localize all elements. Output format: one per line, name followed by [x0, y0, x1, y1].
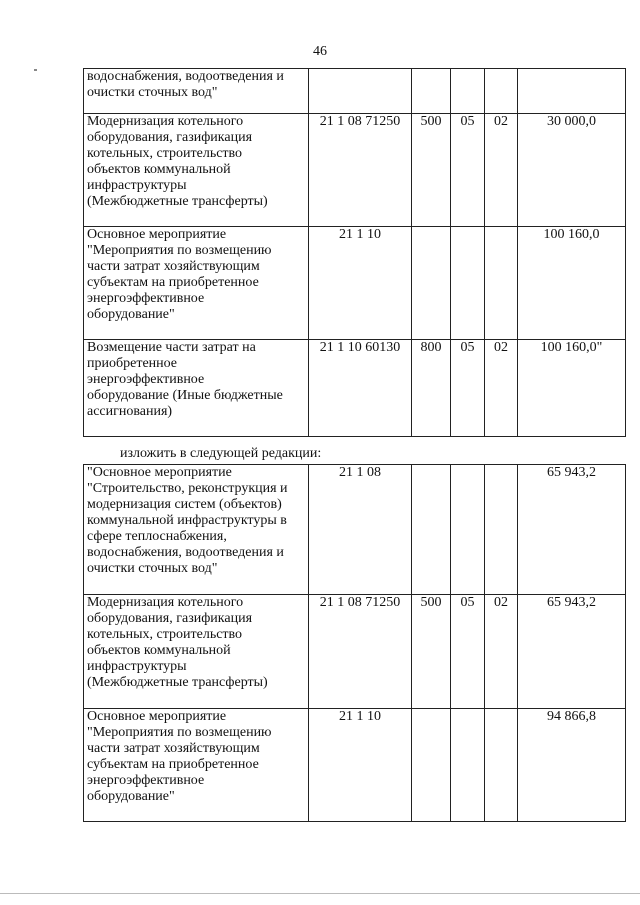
row-amount: 100 160,0	[543, 227, 600, 242]
page-number: 46	[313, 44, 327, 59]
row-name-cell	[84, 227, 309, 340]
table-row	[84, 114, 626, 227]
row-pr-cell	[485, 114, 518, 227]
row-name-cell	[84, 114, 309, 227]
row-vr-cell	[412, 340, 451, 437]
row-rz-cell	[451, 465, 485, 595]
row-name-cell	[84, 465, 309, 595]
row-amount-cell	[518, 465, 626, 595]
row-code-cell	[309, 709, 412, 822]
row-code-cell	[309, 340, 412, 437]
row-pr: 02	[494, 114, 508, 129]
row-name: Модернизация котельного оборудования, газификация котельных, строительство объектов коммунальной инфраструктуры (Межбюджетные трансферты)	[87, 595, 268, 690]
row-rz-cell	[451, 340, 485, 437]
row-pr: 02	[494, 595, 508, 610]
row-amount: 30 000,0	[547, 114, 596, 129]
row-rz: 05	[460, 340, 475, 355]
row-vr-cell	[412, 465, 451, 595]
row-rz-cell	[451, 69, 485, 114]
row-name: Основное мероприятие "Мероприятия по возмещению части затрат хозяйствующим субъектам на приобретенное энергоэффективное оборудование"	[87, 709, 272, 804]
row-amount-cell	[518, 709, 626, 822]
row-name: Модернизация котельного оборудования, газификация котельных, строительство объектов коммунальной инфраструктуры (Межбюджетные трансферты)	[87, 114, 268, 209]
row-name-cell	[84, 709, 309, 822]
row-name: Возмещение части затрат на приобретенное энергоэффективное оборудование (Иные бюджетные ассигнования)	[87, 340, 283, 419]
row-amount: 100 160,0"	[540, 340, 603, 355]
row-rz: 05	[460, 114, 475, 129]
row-code-cell	[309, 595, 412, 709]
row-vr-cell	[412, 114, 451, 227]
row-rz-cell	[451, 227, 485, 340]
row-amount-cell	[518, 69, 626, 114]
table-row	[84, 595, 626, 709]
row-code: 21 1 08 71250	[319, 114, 401, 129]
row-rz-cell	[451, 595, 485, 709]
row-pr-cell	[485, 709, 518, 822]
row-vr: 500	[420, 114, 442, 129]
row-rz: 05	[460, 595, 475, 610]
budget-table-before	[83, 68, 626, 437]
row-rz-cell	[451, 114, 485, 227]
row-vr-cell	[412, 709, 451, 822]
row-amount-cell	[518, 114, 626, 227]
row-amount-cell	[518, 340, 626, 437]
row-name-cell	[84, 340, 309, 437]
row-code: 21 1 08 71250	[319, 595, 401, 610]
row-vr-cell	[412, 595, 451, 709]
row-vr: 800	[420, 340, 442, 355]
row-pr-cell	[485, 465, 518, 595]
row-amount-cell	[518, 595, 626, 709]
table-row	[84, 69, 626, 114]
row-amount: 65 943,2	[547, 595, 596, 610]
row-code: 21 1 08	[339, 465, 381, 480]
table-row	[84, 340, 626, 437]
row-amount: 65 943,2	[547, 465, 596, 480]
row-name: водоснабжения, водоотведения и очистки сточных вод"	[87, 69, 284, 100]
row-pr-cell	[485, 227, 518, 340]
table-row	[84, 465, 626, 595]
row-code-cell	[309, 69, 412, 114]
row-rz-cell	[451, 709, 485, 822]
row-amount: 94 866,8	[547, 709, 596, 724]
row-name-cell	[84, 69, 309, 114]
row-vr-cell	[412, 227, 451, 340]
row-name: Основное мероприятие "Мероприятия по возмещению части затрат хозяйствующим субъектам на приобретенное энергоэффективное оборудование"	[87, 227, 272, 322]
table-row	[84, 709, 626, 822]
row-amount-cell	[518, 227, 626, 340]
row-code-cell	[309, 114, 412, 227]
row-code: 21 1 10	[339, 227, 381, 242]
instruction-text: изложить в следующей редакции:	[120, 446, 322, 461]
budget-table-after	[83, 464, 626, 822]
row-name: "Основное мероприятие "Строительство, реконструкция и модернизация систем (объектов) коммунальной инфраструктуры в сфере теплоснабжения, водоснабжения, водоотведения и очистки сточных вод"	[87, 465, 288, 576]
row-code: 21 1 10	[339, 709, 381, 724]
row-pr-cell	[485, 340, 518, 437]
page-edge-line	[0, 893, 640, 894]
row-vr-cell	[412, 69, 451, 114]
row-pr-cell	[485, 595, 518, 709]
row-code: 21 1 10 60130	[319, 340, 401, 355]
row-vr: 500	[420, 595, 442, 610]
scan-mark	[34, 69, 37, 71]
row-name-cell	[84, 595, 309, 709]
row-pr: 02	[494, 340, 508, 355]
row-pr-cell	[485, 69, 518, 114]
row-code-cell	[309, 227, 412, 340]
row-code-cell	[309, 465, 412, 595]
table-row	[84, 227, 626, 340]
